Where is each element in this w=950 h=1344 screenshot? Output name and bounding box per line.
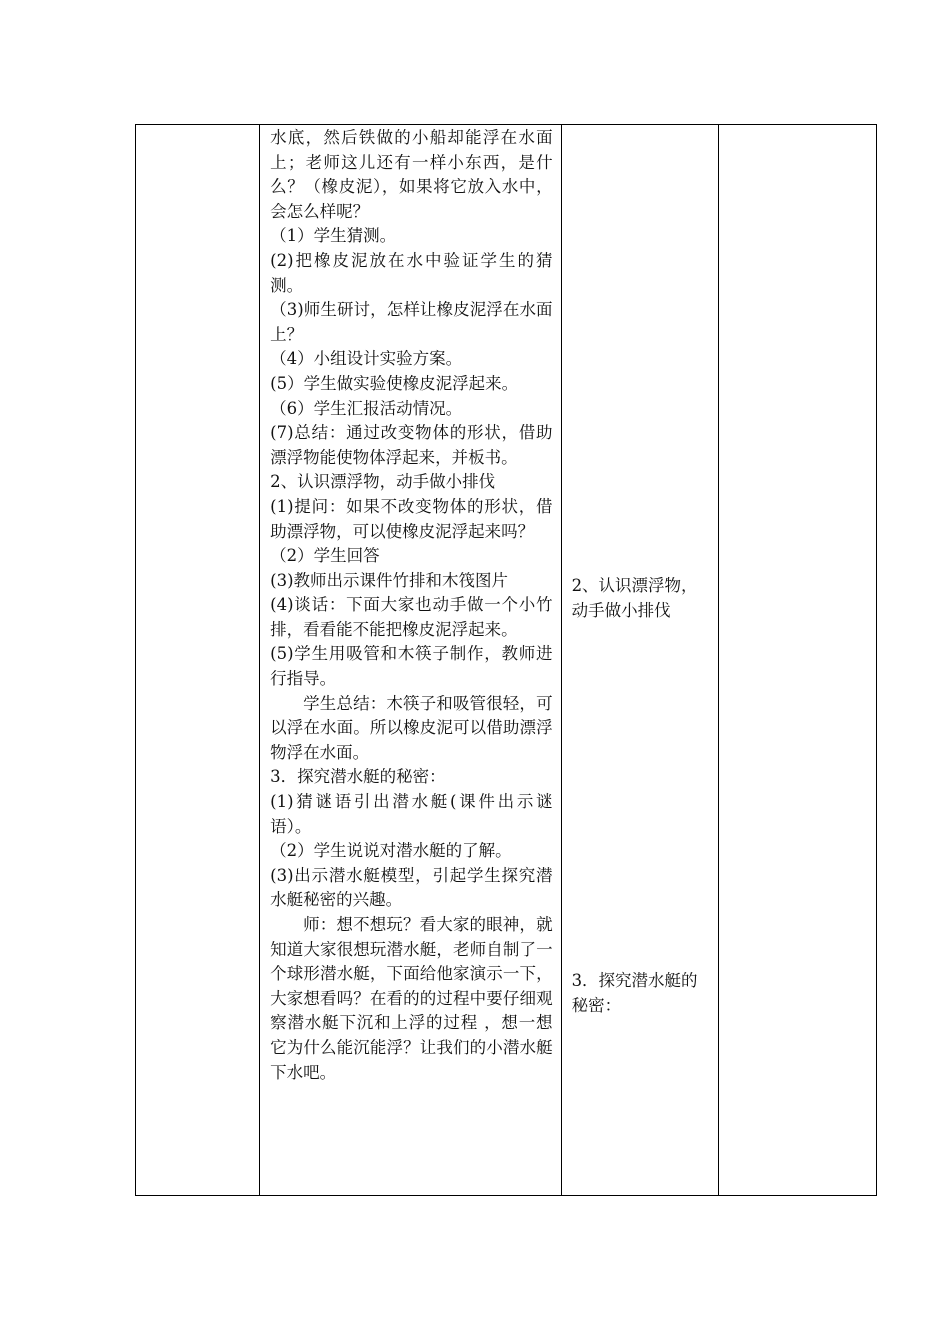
- paragraph: (3)教师出示课件竹排和木筏图片: [270, 570, 509, 590]
- paragraph: (3)出示潜水艇模型，引起学生探究潜水艇秘密的兴趣。: [270, 865, 553, 910]
- side-note: 3．探究潜水艇的秘密：: [571, 971, 698, 1015]
- blank-cell-right: [718, 125, 876, 1196]
- table-row: [136, 125, 877, 1196]
- paragraph: （6）学生汇报活动情况。: [270, 398, 463, 418]
- activity-notes-cell: [561, 125, 718, 1196]
- paragraph: （3)师生研讨，怎样让橡皮泥浮在水面上？: [270, 300, 553, 344]
- paragraph: (5）学生做实验使橡皮泥浮起来。: [270, 373, 519, 393]
- paragraph: 学生总结：木筷子和吸管很轻，可以浮在水面。所以橡皮泥可以借助漂浮物浮在水面。: [270, 693, 553, 762]
- paragraph: (1)提问：如果不改变物体的形状，借助漂浮物，可以使橡皮泥浮起来吗？: [270, 496, 553, 541]
- paragraph: (1)猜谜语引出潜水艇(课件出示谜语）。: [270, 792, 553, 836]
- teaching-process-content: [260, 125, 560, 1085]
- paragraph: （2）学生说说对潜水艇的了解。: [270, 841, 512, 861]
- section-heading: 2、认识漂浮物，动手做小排伐: [270, 472, 496, 492]
- lesson-plan-table: [135, 124, 877, 1196]
- paragraph: (7)总结：通过改变物体的形状，借助漂浮物能使物体浮起来，并板书。: [270, 423, 553, 467]
- side-note: 2、认识漂浮物，动手做小排伐: [571, 576, 698, 620]
- section-heading: 3．探究潜水艇的秘密：: [270, 767, 446, 787]
- paragraph: （1）学生猜测。: [270, 226, 397, 246]
- paragraph: 水底，然后铁做的小船却能浮在水面上；老师这儿还有一样小东西，是什么？（橡皮泥），如果将它放入水中，会怎么样呢？: [270, 128, 553, 221]
- paragraph: (4)谈话：下面大家也动手做一个小竹排，看看能不能把橡皮泥浮起来。: [270, 595, 553, 639]
- paragraph: （2）学生回答: [270, 546, 380, 566]
- paragraph: (5)学生用吸管和木筷子制作，教师进行指导。: [270, 644, 553, 689]
- paragraph: (2)把橡皮泥放在水中验证学生的猜测。: [270, 250, 553, 295]
- paragraph: （4）小组设计实验方案。: [270, 349, 463, 369]
- teaching-process-cell: [260, 125, 561, 1196]
- paragraph: 师：想不想玩？看大家的眼神，就知道大家很想玩潜水艇，老师自制了一个球形潜水艇，下面给他家演示一下，大家想看吗？在看的的过程中要仔细观察潜水艇下沉和上浮的过程 ，想一想它为什么能沉能浮？让我们的小潜水艇下水吧。: [270, 915, 553, 1082]
- blank-cell-left: [136, 125, 260, 1196]
